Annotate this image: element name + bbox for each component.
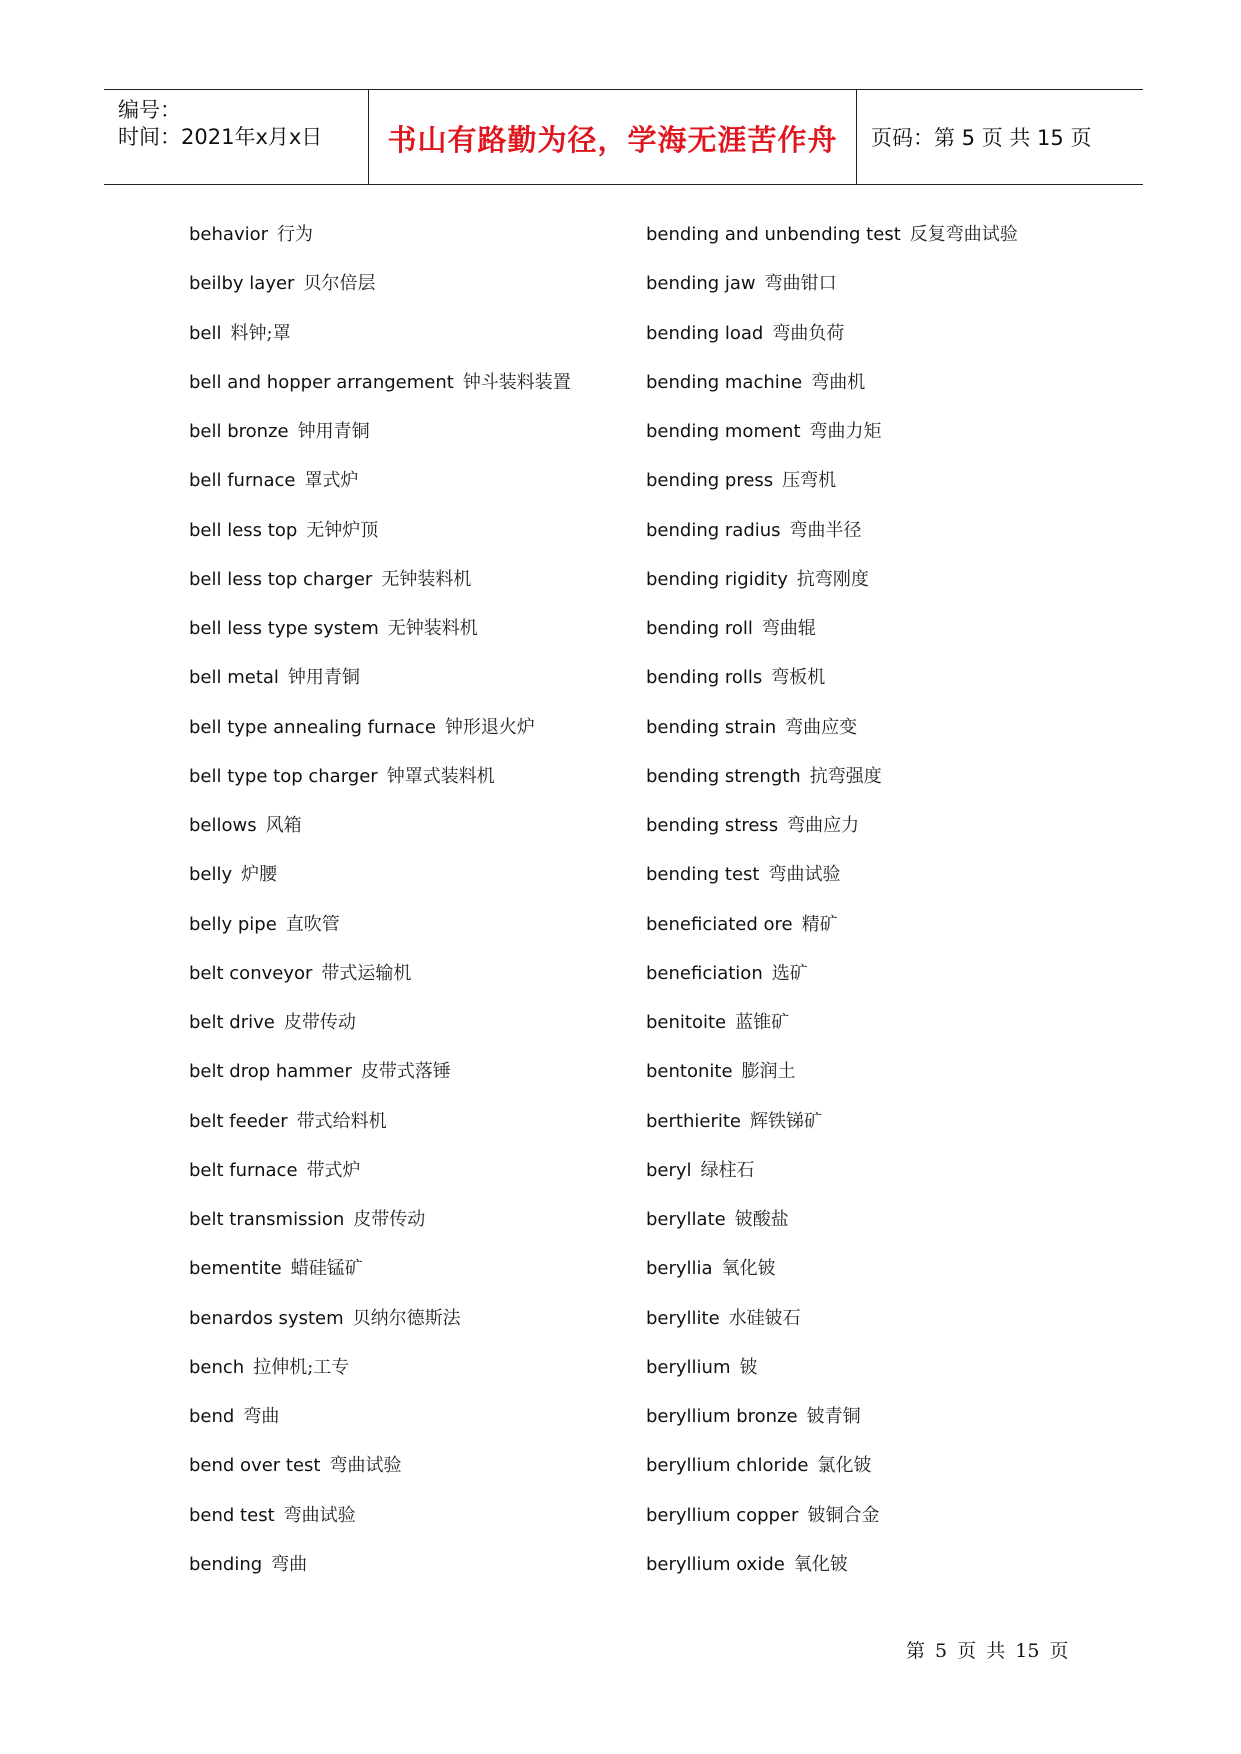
page-info: 页码：第 5 页 共 15 页 [871, 126, 1092, 150]
glossary-entry [189, 1108, 629, 1157]
entry-definition: 钟形退火炉 [444, 716, 535, 738]
glossary-entry [646, 911, 1146, 960]
entry-definition: 水硅铍石 [728, 1307, 801, 1329]
entry-term: bell bronze [189, 421, 289, 442]
glossary-entry [189, 517, 629, 566]
glossary-left-column [189, 221, 629, 1600]
entry-term: bending test [646, 864, 760, 886]
entry-definition: 弯曲钳口 [764, 273, 837, 295]
entry-definition: 铍铜合金 [807, 1504, 880, 1526]
entry-term: beilby layer [189, 273, 295, 295]
entry-term: bending press [646, 470, 774, 492]
glossary-entry [189, 1206, 629, 1255]
entry-definition: 氯化铍 [817, 1455, 872, 1477]
glossary-entry [646, 960, 1146, 1009]
entry-term: beryllite [646, 1307, 720, 1329]
entry-definition: 皮带传动 [283, 1012, 356, 1033]
entry-term: belt drop hammer [189, 1061, 352, 1083]
page-header [104, 89, 1143, 185]
glossary-entry [189, 812, 629, 861]
entry-definition: 无钟装料机 [381, 568, 472, 590]
entry-definition: 辉铁锑矿 [749, 1110, 822, 1132]
entry-term: bending stress [646, 815, 779, 836]
glossary-entry [189, 369, 629, 418]
glossary-entry [646, 418, 1146, 467]
entry-term: beryllium chloride [646, 1455, 809, 1477]
entry-definition: 直吹管 [285, 913, 340, 935]
glossary-entry [189, 1058, 629, 1107]
entry-definition: 弯曲试验 [329, 1455, 402, 1477]
entry-definition: 弯曲力矩 [809, 421, 882, 442]
entry-definition: 膨润土 [741, 1061, 796, 1083]
entry-term: bell furnace [189, 470, 296, 492]
glossary-entry [646, 517, 1146, 566]
entry-definition: 弯曲应力 [787, 815, 860, 836]
entry-definition: 铍青铜 [806, 1406, 861, 1427]
glossary-entry [189, 1502, 629, 1551]
entry-definition: 带式给料机 [296, 1110, 387, 1132]
entry-term: bending machine [646, 371, 803, 393]
glossary-entry [646, 1009, 1146, 1058]
glossary-entry [189, 960, 629, 1009]
entry-definition: 皮带传动 [353, 1209, 426, 1230]
entry-term: beneficiated ore [646, 913, 793, 935]
entry-definition: 选矿 [771, 962, 808, 984]
entry-term: bending rolls [646, 667, 763, 689]
glossary-entry [646, 1305, 1146, 1354]
entry-term: benitoite [646, 1012, 727, 1033]
glossary-entry [646, 664, 1146, 713]
entry-term: belt furnace [189, 1159, 298, 1181]
entry-definition: 贝尔倍层 [303, 273, 376, 295]
entry-term: belt feeder [189, 1110, 288, 1132]
glossary-entry [189, 1255, 629, 1304]
entry-definition: 无钟炉顶 [306, 519, 379, 541]
entry-definition: 钟罩式装料机 [386, 765, 495, 787]
time-label: 时间：2021年x月x日 [118, 125, 323, 149]
glossary-entry [189, 467, 629, 516]
entry-term: beryllia [646, 1258, 713, 1280]
entry-term: beneficiation [646, 962, 763, 984]
entry-term: bell type top charger [189, 765, 378, 787]
entry-definition: 氧化铍 [721, 1258, 776, 1280]
glossary-entry [646, 221, 1146, 270]
entry-definition: 精矿 [801, 913, 838, 935]
glossary-entry [646, 1403, 1146, 1452]
entry-definition: 弯曲负荷 [772, 322, 845, 344]
entry-definition: 弯曲半径 [789, 519, 862, 541]
entry-term: bell and hopper arrangement [189, 371, 454, 393]
entry-term: belt conveyor [189, 962, 313, 984]
entry-term: bending jaw [646, 273, 756, 295]
entry-definition: 蜡硅锰矿 [290, 1258, 363, 1280]
entry-definition: 无钟装料机 [387, 618, 478, 639]
header-motto-cell [368, 90, 857, 184]
header-page-cell [857, 90, 1143, 184]
glossary-entry [189, 418, 629, 467]
entry-term: bell metal [189, 667, 279, 689]
glossary-entry [189, 221, 629, 270]
glossary-entry [646, 1058, 1146, 1107]
entry-term: berthierite [646, 1110, 741, 1132]
glossary-entry [189, 1009, 629, 1058]
glossary-entry [189, 1354, 629, 1403]
glossary-entry [646, 615, 1146, 664]
glossary-entry [189, 1551, 629, 1600]
entry-term: bending strength [646, 765, 801, 787]
entry-term: bending moment [646, 421, 801, 442]
entry-term: bell type annealing furnace [189, 716, 436, 738]
entry-term: beryllium [646, 1356, 731, 1378]
entry-definition: 皮带式落锤 [360, 1061, 451, 1083]
glossary-entry [189, 270, 629, 319]
glossary-entry [189, 763, 629, 812]
glossary-entry [646, 270, 1146, 319]
glossary-entry [189, 1157, 629, 1206]
entry-term: belt transmission [189, 1209, 345, 1230]
glossary-entry [646, 1255, 1146, 1304]
entry-definition: 料钟;罩 [230, 322, 291, 344]
entry-definition: 压弯机 [782, 470, 837, 492]
entry-term: bending [189, 1553, 263, 1575]
entry-definition: 抗弯刚度 [796, 568, 869, 590]
entry-definition: 罩式炉 [304, 470, 359, 492]
glossary-entry [189, 1305, 629, 1354]
glossary-entry [189, 911, 629, 960]
glossary-entry [189, 861, 629, 910]
page-footer: 第 5 页 共 15 页 [906, 1640, 1069, 1662]
entry-term: bending rigidity [646, 568, 788, 590]
entry-term: belt drive [189, 1012, 275, 1033]
entry-definition: 蓝锥矿 [735, 1012, 790, 1033]
entry-term: bench [189, 1356, 245, 1378]
entry-definition: 绿柱石 [700, 1159, 755, 1181]
entry-definition: 氧化铍 [793, 1553, 848, 1575]
entry-definition: 铍 [739, 1356, 758, 1378]
entry-term: beryllate [646, 1209, 726, 1230]
entry-term: beryllium oxide [646, 1553, 785, 1575]
glossary-entry [646, 763, 1146, 812]
entry-term: bell less top charger [189, 568, 373, 590]
glossary-entry [646, 714, 1146, 763]
number-label: 编号： [118, 98, 181, 122]
entry-definition: 弯曲试验 [768, 864, 841, 886]
entry-definition: 带式炉 [306, 1159, 361, 1181]
entry-term: behavior [189, 224, 269, 245]
glossary-entry [189, 566, 629, 615]
glossary-entry [646, 566, 1146, 615]
entry-definition: 反复弯曲试验 [909, 224, 1018, 245]
entry-term: bending strain [646, 716, 777, 738]
entry-term: belly [189, 864, 233, 886]
glossary-entry [646, 1551, 1146, 1600]
entry-definition: 钟用青铜 [297, 421, 370, 442]
entry-definition: 风箱 [265, 815, 302, 836]
glossary-entry [189, 320, 629, 369]
glossary-entry [646, 369, 1146, 418]
glossary-entry [646, 467, 1146, 516]
entry-definition: 行为 [277, 224, 314, 245]
glossary-entry [646, 861, 1146, 910]
entry-definition: 炉腰 [241, 864, 278, 886]
entry-term: bending roll [646, 618, 753, 639]
entry-term: bend over test [189, 1455, 321, 1477]
glossary-entry [646, 1206, 1146, 1255]
entry-definition: 弯板机 [771, 667, 826, 689]
entry-definition: 钟用青铜 [287, 667, 360, 689]
glossary-entry [646, 812, 1146, 861]
entry-term: bending radius [646, 519, 781, 541]
glossary-entry [189, 1452, 629, 1501]
entry-definition: 贝纳尔德斯法 [352, 1307, 461, 1329]
entry-term: belly pipe [189, 913, 277, 935]
entry-definition: 拉伸机;工专 [253, 1356, 350, 1378]
entry-definition: 弯曲试验 [283, 1504, 356, 1526]
glossary-right-column [646, 221, 1146, 1600]
entry-term: bell less type system [189, 618, 379, 639]
glossary-entry [189, 1403, 629, 1452]
entry-term: bending and unbending test [646, 224, 901, 245]
entry-definition: 带式运输机 [321, 962, 412, 984]
entry-definition: 弯曲 [271, 1553, 308, 1575]
glossary-entry [646, 1502, 1146, 1551]
motto: 书山有路勤为径，学海无涯苦作舟 [387, 123, 838, 157]
entry-definition: 铍酸盐 [734, 1209, 789, 1230]
header-meta-cell [104, 90, 368, 184]
entry-term: benardos system [189, 1307, 344, 1329]
entry-term: bend test [189, 1504, 275, 1526]
entry-term: bell less top [189, 519, 298, 541]
entry-definition: 钟斗装料装置 [462, 371, 571, 393]
entry-definition: 弯曲机 [811, 371, 866, 393]
entry-definition: 弯曲辊 [761, 618, 816, 639]
entry-term: beryllium copper [646, 1504, 799, 1526]
glossary-entry [646, 1157, 1146, 1206]
entry-definition: 抗弯强度 [809, 765, 882, 787]
glossary-entry [646, 1354, 1146, 1403]
entry-term: bend [189, 1406, 235, 1427]
entry-term: bentonite [646, 1061, 733, 1083]
entry-term: beryl [646, 1159, 692, 1181]
entry-term: bell [189, 322, 222, 344]
entry-definition: 弯曲 [243, 1406, 280, 1427]
glossary-entry [646, 1108, 1146, 1157]
glossary-entry [189, 714, 629, 763]
glossary-entry [646, 1452, 1146, 1501]
glossary-entry [189, 664, 629, 713]
entry-term: beryllium bronze [646, 1406, 798, 1427]
entry-term: bellows [189, 815, 257, 836]
entry-term: bending load [646, 322, 764, 344]
entry-term: bementite [189, 1258, 282, 1280]
glossary-entry [646, 320, 1146, 369]
entry-definition: 弯曲应变 [785, 716, 858, 738]
glossary-entry [189, 615, 629, 664]
